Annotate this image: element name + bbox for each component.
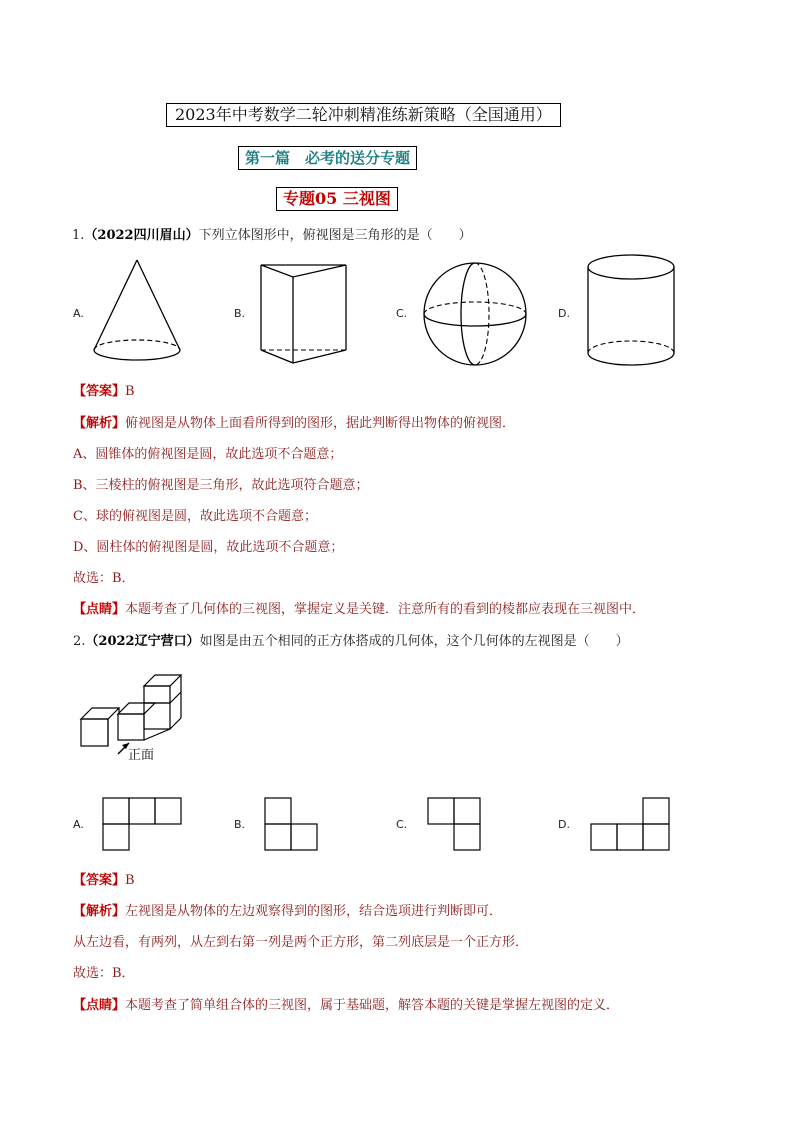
question-1-source: （2022四川眉山） [84,228,199,243]
q1-analysis-tag: 【解析】 [73,416,126,431]
q2-option-b-label: B. [234,818,246,831]
q2-line-1: 从左边看，有两列，从左到右第一列是两个正方形，第二列底层是一个正方形． [73,935,529,950]
q1-answer-tag: 【答案】 [73,384,126,399]
q1-line-d: D、圆柱体的俯视图是圆，故此选项不合题意； [73,540,344,555]
q1-answer-value: B [125,384,135,399]
q1-comment [73,601,645,619]
q1-option-a-label: A. [73,307,84,320]
triangular-prism-figure [258,260,348,366]
q2-conclusion: 故选：B． [73,966,135,981]
q2-option-a-label: A. [73,818,84,831]
sphere-figure [422,261,528,367]
q2-option-d-figure [590,797,672,851]
q1-line-b: B、三棱柱的俯视图是三角形，故此选项符合题意； [73,478,369,493]
q2-analysis [73,903,502,921]
q1-option-c-label: C. [396,307,408,320]
document-title: 2023年中考数学二轮冲刺精准练新策略（全国通用） [166,103,561,127]
q2-option-d-label: D. [558,818,570,831]
cone-figure [92,258,182,368]
topic-title: 专题05 三视图 [276,187,398,211]
q2-comment [73,997,619,1015]
front-view-label: 正面 [128,748,155,763]
cylinder-figure [585,253,677,369]
q2-answer-value: B [125,873,135,888]
q1-conclusion: 故选：B． [73,571,135,586]
q1-line-a: A、圆锥体的俯视图是圆，故此选项不合题意； [73,447,343,462]
question-2-source: （2022辽宁营口） [85,634,200,649]
q1-option-b-label: B. [234,307,246,320]
question-2-text: 如图是由五个相同的正方体搭成的几何体，这个几何体的左视图是（ ） [199,634,629,649]
question-2 [73,633,629,651]
question-1-text: 下列立体图形中，俯视图是三角形的是（ ） [198,228,472,243]
q2-answer [73,872,135,890]
q2-answer-tag: 【答案】 [73,873,126,888]
q2-comment-tag: 【点睛】 [73,998,126,1013]
q2-option-c-label: C. [396,818,408,831]
q1-comment-text: 本题考查了几何体的三视图，掌握定义是关键．注意所有的看到的棱都应表现在三视图中． [125,602,646,617]
question-1-number: 1. [72,228,85,243]
q1-analysis [73,415,515,433]
q2-comment-text: 本题考查了简单组合体的三视图，属于基础题，解答本题的关键是掌握左视图的定义． [125,998,620,1013]
q2-analysis-tag: 【解析】 [73,904,126,919]
question-1 [72,227,472,245]
q1-analysis-text: 俯视图是从物体上面看所得到的图形，据此判断得出物体的俯视图． [125,416,516,431]
q2-option-b-figure [264,797,320,851]
question-2-number: 2. [73,634,86,649]
q2-option-c-figure [427,797,483,851]
q1-option-d-label: D. [558,307,570,320]
q1-line-c: C、球的俯视图是圆，故此选项不合题意； [73,509,317,524]
q1-comment-tag: 【点睛】 [73,602,126,617]
q2-option-a-figure [102,797,184,851]
q1-answer [73,383,135,401]
q2-analysis-text: 左视图是从物体的左边观察得到的图形，结合选项进行判断即可． [125,904,503,919]
section-subtitle: 第一篇 必考的送分专题 [238,146,417,170]
